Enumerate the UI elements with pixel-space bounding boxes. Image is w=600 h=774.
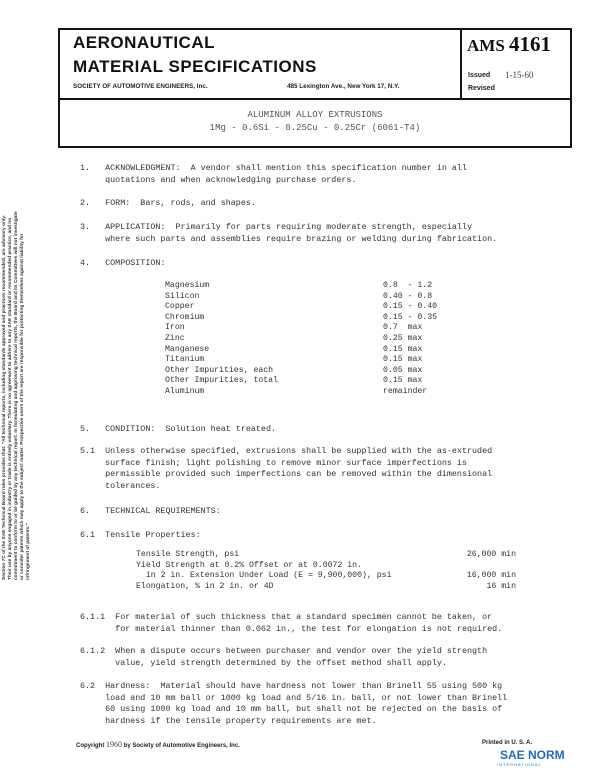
header-title-line1: AERONAUTICAL: [73, 33, 215, 52]
watermark-subtitle: INTERNATIONAL: [497, 762, 542, 767]
document-subtitle: 1Mg - 0.6Si - 0.25Cu - 0.25Cr (6061-T4): [209, 123, 421, 133]
society-name: SOCIETY OF AUTOMOTIVE ENGINEERS, Inc.: [73, 83, 208, 90]
section-4-composition: 4. COMPOSITION:: [80, 258, 166, 268]
copyright-label: Copyright: [76, 743, 105, 749]
tensile-value: 16,000 min: [466, 571, 516, 581]
revised-label: Revised: [468, 85, 495, 92]
society-address: 485 Lexington Ave., New York 17, N.Y.: [287, 83, 400, 90]
section-6-technical: 6. TECHNICAL REQUIREMENTS:: [80, 506, 221, 516]
section-6-2-hardness: 6.2 Hardness: Material should have hardness not lower than Brinell 55 using 500 kg load and 10 mm ball or 1000 kg load and 5/16 in. ball, or not lower than Brinell 60 using 1000 kg load and 10 mm ball, but shall not be rejected on the basis of hardness if the tensile property requirements are met.: [80, 681, 508, 726]
section-6-1-tensile: 6.1 Tensile Properties:: [80, 530, 201, 540]
issued-label: Issued: [468, 72, 491, 79]
composition-value: 0.40 - 0.8: [383, 291, 433, 301]
copyright-line: [76, 740, 240, 749]
composition-element: Chromium: [165, 312, 205, 322]
section-6-1-2-yield: 6.1.2 When a dispute occurs between purchaser and vendor over the yield strength value, yield strength determined by the offset method shall apply.: [80, 646, 488, 668]
tensile-label: Tensile Strength, psi: [136, 550, 240, 559]
tensile-label: in 2 in. Extension Under Load (E = 9,900,000), psi: [136, 571, 392, 581]
ams-number: [467, 32, 551, 57]
composition-element: Magnesium: [165, 281, 210, 290]
composition-value: 0.05 max: [383, 365, 423, 375]
document-title: ALUMINUM ALLOY EXTRUSIONS: [247, 110, 383, 120]
composition-value: 0.7 max: [383, 323, 423, 333]
section-2-form: 2. FORM: Bars, rods, and shapes.: [80, 198, 256, 208]
watermark-logo: SAE NORM: [500, 748, 565, 762]
composition-value: 0.15 max: [383, 344, 423, 354]
issued-date: 1-15-60: [505, 70, 534, 80]
composition-value: 0.15 max: [383, 376, 423, 386]
composition-value: 0.8 - 1.2: [383, 281, 433, 290]
composition-element: Other Impurities, each: [165, 365, 274, 375]
composition-value: 0.15 - 0.40: [383, 302, 438, 312]
section-5-condition: 5. CONDITION: Solution heat treated.: [80, 424, 277, 434]
composition-value: remainder: [383, 387, 428, 396]
composition-element: Iron: [165, 323, 185, 333]
composition-element: Copper: [165, 302, 195, 312]
composition-value: 0.15 max: [383, 355, 423, 365]
tensile-value: 26,000 min: [466, 550, 516, 559]
composition-value: 0.15 - 0.35: [383, 312, 438, 322]
tensile-value: 16 min: [486, 581, 516, 591]
tensile-label: Elongation, % in 2 in. or 4D: [136, 581, 274, 591]
sae-disclaimer-note: Section 7C of the SAE Technical Board rules provides that: "All technical reports, including standards approved and practices recommended, are advisory only. Their use by anyone engaged in industry or trade is entirely voluntary. There is no agreement to adhere to any SAE standard or recommended practice, and no commitment to conform to or be guided by any technical report. In formulating and approving technical reports, the Board and its Committees will not investigate or consider patents which may apply to the subject matter. Prospective users of the report are responsible for protecting themselves against liability for infringement of patents.": [2, 211, 31, 580]
section-6-1-1-elongation: 6.1.1 For material of such thickness that a standard specimen cannot be taken, or for material thinner than 0.062 in., the test for elongation is not required.: [80, 612, 503, 634]
composition-element: Manganese: [165, 344, 210, 354]
header-divider: [460, 28, 462, 100]
section-5-1-finish: 5.1 Unless otherwise specified, extrusions shall be supplied with the as-extruded surface finish; light polishing to remove minor surface imperfections is permissible provided such imperfections can be removed within the dimensional tolerances.: [80, 446, 493, 491]
composition-element: Titanium: [165, 355, 205, 365]
ams-prefix: AMS: [467, 36, 505, 55]
section-1-acknowledgment: 1. ACKNOWLEDGMENT: A vendor shall mention this specification number in all quotations and when acknowledging purchase orders.: [80, 163, 467, 185]
header-title-line2: MATERIAL SPECIFICATIONS: [73, 57, 317, 76]
ams-spec-number: 4161: [509, 32, 552, 56]
printed-in: Printed in U. S. A.: [482, 740, 533, 746]
section-3-application: 3. APPLICATION: Primarily for parts requiring moderate strength, especially where such parts and assemblies require brazing or welding during fabrication.: [80, 222, 498, 244]
composition-element: Aluminum: [165, 387, 205, 396]
composition-value: 0.25 max: [383, 334, 423, 343]
composition-element: Silicon: [165, 291, 200, 301]
copyright-holder: by Society of Automotive Engineers, Inc.: [123, 743, 240, 749]
copyright-year: 1960: [106, 740, 123, 749]
composition-element: Other Impurities, total: [165, 376, 279, 386]
composition-element: Zinc: [165, 334, 185, 343]
tensile-label: Yield Strength at 0.2% Offset or at 0.0072 in.: [136, 560, 363, 570]
